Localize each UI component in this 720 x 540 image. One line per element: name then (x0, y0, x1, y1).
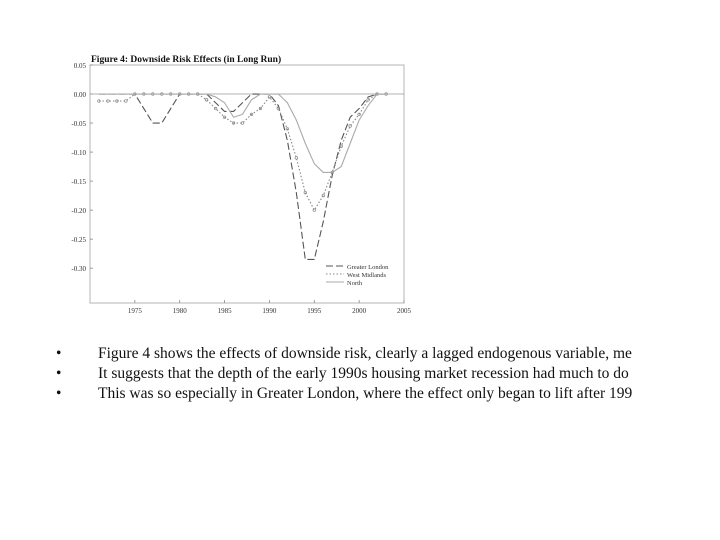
y-tick-label: -0.30 (71, 265, 86, 274)
series-line-west-midlands (99, 94, 386, 210)
x-tick-label: 1985 (217, 307, 232, 315)
data-point-west-midlands (349, 125, 352, 128)
x-tick-label: 2005 (397, 307, 411, 315)
y-tick-label: -0.10 (71, 149, 86, 158)
bullet-dot: • (56, 385, 62, 402)
x-tick-label: 2000 (352, 307, 367, 315)
y-tick-label: -0.25 (71, 236, 86, 245)
y-tick-label: 0.05 (73, 62, 86, 70)
series-line-greater-london (99, 94, 386, 259)
y-tick-label: -0.15 (71, 178, 86, 187)
chart-legend (326, 264, 389, 287)
bullet-item (56, 364, 720, 384)
x-tick-label: 1975 (127, 307, 142, 315)
x-axis (128, 300, 412, 315)
bullet-list (56, 344, 720, 404)
bullet-text: It suggests that the depth of the early 1990s housing market recession had much to do (98, 365, 629, 382)
y-tick-label: 0.00 (73, 91, 86, 100)
x-tick-label: 1995 (307, 307, 322, 315)
data-point-west-midlands (295, 157, 298, 160)
data-point-west-midlands (241, 122, 244, 125)
data-point-west-midlands (268, 96, 271, 99)
chart-title: Figure 4: Downside Risk Effects (in Long Run) (91, 55, 282, 65)
x-tick-label: 1980 (172, 307, 187, 315)
legend-label-greater-london: Greater London (347, 264, 389, 271)
bullet-text: Figure 4 shows the effects of downside risk, clearly a lagged endogenous variable, me (98, 345, 632, 362)
series-layer (98, 93, 388, 260)
x-tick-label: 1990 (262, 307, 277, 315)
bullet-item (56, 384, 720, 404)
legend-label-west-midlands: West Midlands (347, 272, 387, 279)
y-tick-label: -0.20 (71, 207, 86, 216)
data-point-west-midlands (214, 107, 217, 110)
bullet-dot: • (56, 365, 62, 382)
bullet-dot: • (56, 345, 62, 362)
data-point-west-midlands (205, 99, 208, 102)
bullet-item (56, 344, 720, 364)
data-point-west-midlands (125, 100, 128, 103)
legend-label-north: North (347, 280, 363, 287)
bullet-text: This was so especially in Greater London, where the effect only began to lift after 199 (98, 385, 633, 402)
y-tick-label: -0.05 (71, 120, 86, 129)
series-line-north (99, 94, 386, 172)
